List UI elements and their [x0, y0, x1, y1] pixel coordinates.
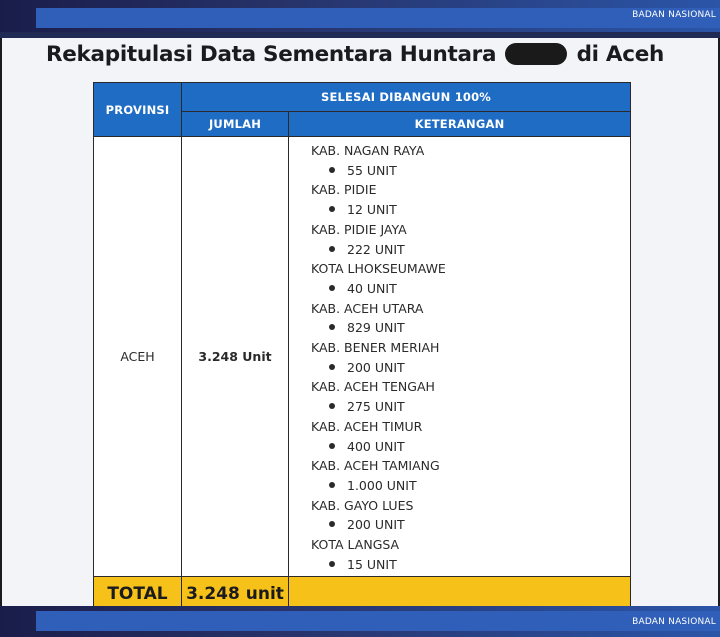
- region-units: 200 UNIT: [311, 358, 630, 378]
- bullet-icon: [329, 521, 335, 527]
- total-label: TOTAL: [94, 577, 182, 611]
- header-provinsi: PROVINSI: [94, 83, 182, 137]
- region-name: KAB. NAGAN RAYA: [311, 143, 425, 158]
- redaction-mark: [505, 43, 567, 65]
- bottom-banner-accent: [36, 611, 720, 631]
- bullet-icon: [329, 206, 335, 212]
- bullet-icon: [329, 364, 335, 370]
- bullet-icon: [329, 561, 335, 567]
- header-keterangan: KETERANGAN: [289, 112, 631, 137]
- recap-table-container: [93, 82, 630, 611]
- bullet-icon: [329, 246, 335, 252]
- region-name: KAB. PIDIE: [311, 182, 377, 198]
- region-units: 222 UNIT: [311, 240, 630, 260]
- region-name: KAB. PIDIE JAYA: [311, 221, 407, 237]
- region-units: 55 UNIT: [311, 161, 630, 181]
- top-banner-label: BADAN NASIONAL: [632, 10, 716, 20]
- top-banner: [0, 0, 720, 32]
- region-units: 275 UNIT: [311, 397, 630, 417]
- top-banner-accent: [36, 8, 720, 28]
- region-units: 200 UNIT: [311, 515, 630, 535]
- bottom-banner-label: BADAN NASIONAL: [632, 617, 716, 627]
- header-selesai-dibangun: SELESAI DIBANGUN 100%: [182, 83, 631, 112]
- cell-keterangan: [289, 137, 631, 577]
- region-name: KOTA LANGSA: [311, 537, 400, 553]
- region-units: 1.000 UNIT: [311, 476, 630, 496]
- bullet-icon: [329, 443, 335, 449]
- region-name: KAB. BENER MERIAH: [311, 340, 440, 356]
- bullet-icon: [329, 167, 335, 173]
- region-name: KAB. ACEH TAMIANG: [311, 458, 440, 474]
- region-name: KOTA LHOKSEUMAWE: [311, 261, 446, 277]
- cell-provinsi: ACEH: [94, 137, 182, 577]
- region-name: KAB. ACEH UTARA: [311, 300, 424, 316]
- page-title-main: Rekapitulasi Data Sementara Huntara: [46, 42, 497, 67]
- region-units: 12 UNIT: [311, 200, 630, 220]
- keterangan-list: [311, 141, 630, 574]
- region-units: 400 UNIT: [311, 437, 630, 457]
- recap-table: [93, 82, 631, 611]
- header-jumlah: JUMLAH: [182, 112, 289, 137]
- region-name: KAB. ACEH TENGAH: [311, 379, 435, 395]
- region-name: KAB. GAYO LUES: [311, 497, 414, 513]
- region-units: 829 UNIT: [311, 318, 630, 338]
- bullet-icon: [329, 285, 335, 291]
- bullet-icon: [329, 403, 335, 409]
- region-units: 15 UNIT: [311, 555, 630, 575]
- page-title: [46, 42, 686, 67]
- bullet-icon: [329, 324, 335, 330]
- bottom-banner: [0, 606, 720, 637]
- table-row: [94, 137, 631, 577]
- total-value: 3.248 unit: [182, 577, 289, 611]
- bullet-icon: [329, 482, 335, 488]
- cell-jumlah: 3.248 Unit: [182, 137, 289, 577]
- page-title-location: di Aceh: [576, 42, 664, 67]
- region-name: KAB. ACEH TIMUR: [311, 418, 423, 434]
- top-banner-underline: [0, 32, 720, 38]
- region-units: 40 UNIT: [311, 279, 630, 299]
